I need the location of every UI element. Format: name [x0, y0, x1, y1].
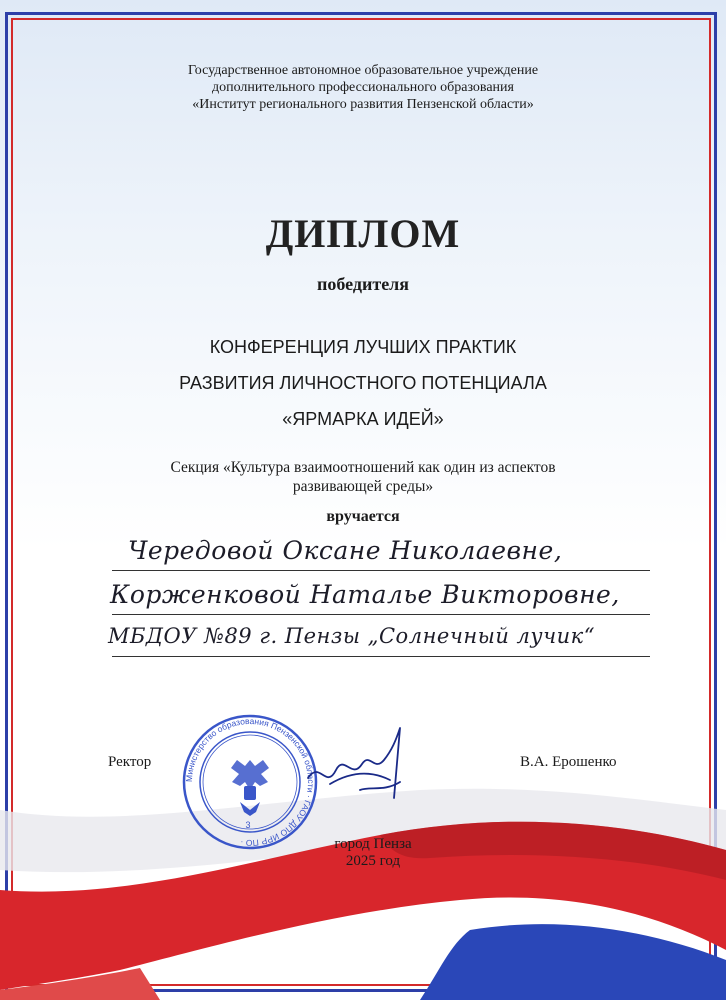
double-headed-eagle-icon — [231, 760, 269, 816]
conference-line-1: КОНФЕРЕНЦИЯ ЛУЧШИХ ПРАКТИК — [209, 337, 517, 357]
official-stamp — [180, 712, 320, 852]
institution-header — [0, 62, 726, 113]
fill-line-2 — [112, 614, 650, 615]
city: город Пенза — [334, 836, 412, 852]
diploma-subtitle: победителя — [316, 274, 410, 294]
awarded-label: вручается — [326, 508, 400, 525]
fill-line-3 — [112, 656, 650, 657]
section-line-1: Секция «Культура взаимоотношений как один из аспектов — [170, 459, 556, 476]
diploma-title: ДИПЛОМ — [265, 211, 461, 256]
flag-ribbon — [0, 780, 726, 1000]
conference-line-3: «ЯРМАРКА ИДЕЙ» — [282, 409, 444, 429]
recipient-line-3: МБДОУ №89 г. Пензы „Солнечный лучик“ — [108, 624, 595, 648]
institution-line-1: Государственное автономное образовательное учреждение — [187, 63, 539, 78]
conference-line-2: РАЗВИТИЯ ЛИЧНОСТНОГО ПОТЕНЦИАЛА — [179, 373, 547, 393]
institution-line-2: дополнительного профессионального образования — [212, 80, 514, 95]
fill-line-1 — [112, 570, 650, 571]
recipient-line-2: Корженковой Наталье Викторовне, — [110, 580, 620, 609]
signer-name: В.А. Ерошенко — [520, 754, 617, 770]
section-name — [0, 458, 726, 496]
stamp-ring-text: Министерство образования Пензенской области · ГАОУ ДПО ИРР ПО · — [183, 715, 317, 849]
section-line-2: развивающей среды» — [292, 478, 434, 495]
rector-signature — [300, 720, 420, 810]
rector-label: Ректор — [108, 754, 152, 770]
year: 2025 год — [345, 853, 401, 869]
recipient-line-1: Чередовой Оксане Николаевне, — [128, 536, 563, 565]
stamp-number: 3 — [245, 820, 251, 830]
institution-line-3: «Институт регионального развития Пензенской области» — [192, 97, 534, 112]
